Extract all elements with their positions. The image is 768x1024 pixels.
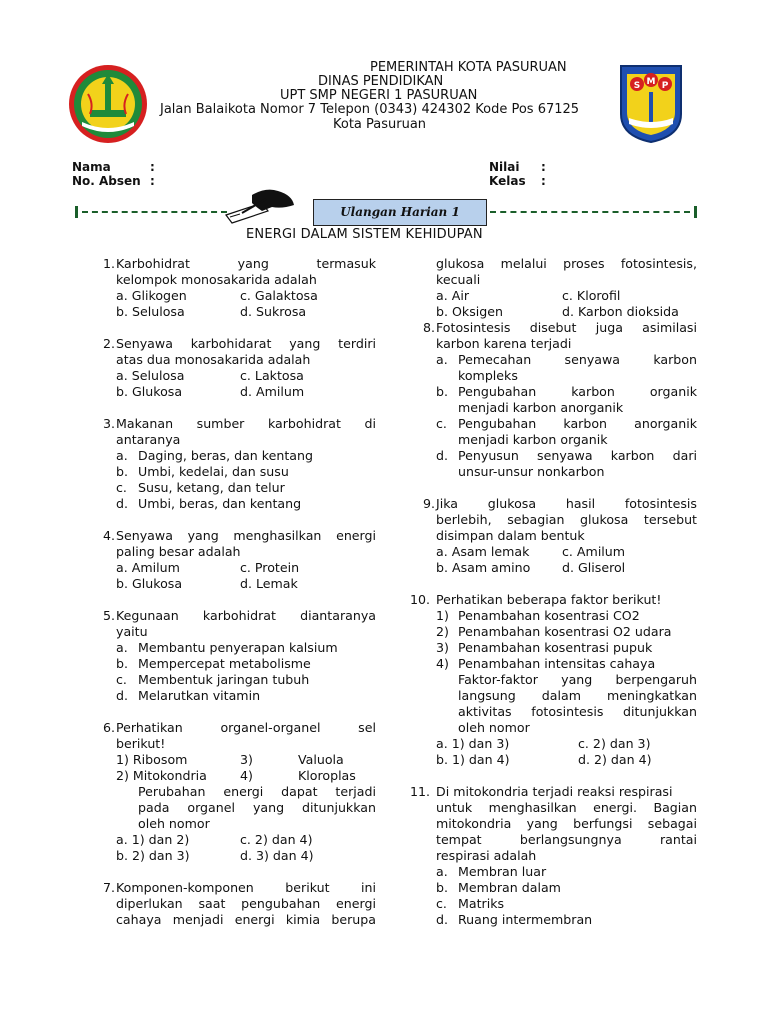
option-a[interactable]: a. 1) dan 3) <box>436 736 510 751</box>
option-c[interactable]: c. Pengubahan karbon anorganik menjadi karbon organik <box>436 416 697 447</box>
colon-nilai: : <box>541 160 546 174</box>
option-c[interactable]: c. Laktosa <box>240 368 304 383</box>
question-4 <box>93 528 376 592</box>
option-d[interactable]: d. 3) dan 4) <box>240 848 314 863</box>
question-text: cahaya menjadi energi kimia berupa <box>116 912 376 927</box>
question-5 <box>93 608 376 704</box>
question-6 <box>93 720 376 864</box>
question-text: oleh nomor <box>138 816 210 831</box>
option-c[interactable]: c. Membentuk jaringan tubuh <box>116 672 310 687</box>
dashed-divider-right <box>490 211 690 213</box>
question-text: Karbohidrat yang termasuk <box>116 256 376 271</box>
option-d[interactable]: d. Penyusun senyawa karbon dari unsur-unsur nonkarbon <box>436 448 697 479</box>
city-emblem-logo <box>68 64 148 144</box>
question-text: atas dua monosakarida adalah <box>116 352 311 367</box>
option-b[interactable]: b. Asam amino <box>436 560 531 575</box>
question-10 <box>410 592 697 768</box>
organelle-list-row-2: 2) Mitokondria 4) Kloroplas <box>116 768 356 783</box>
option-b[interactable]: b. Oksigen <box>436 304 503 319</box>
exam-type-banner: Ulangan Harian 1 <box>313 199 487 226</box>
label-nama: Nama <box>72 160 111 174</box>
label-nilai: Nilai <box>489 160 520 174</box>
question-number: 11. <box>410 784 431 799</box>
header-line-4: Jalan Balaikota Nomor 7 Telepon (0343) 424302 Kode Pos 67125 <box>160 102 580 117</box>
option-a[interactable]: a. Glikogen <box>116 288 187 303</box>
question-text: Perhatikan organel-organel sel <box>116 720 376 735</box>
question-text: Kegunaan karbohidrat diantaranya <box>116 608 376 623</box>
option-c[interactable]: c. Protein <box>240 560 300 575</box>
question-text: Fotosintesis disebut juga asimilasi <box>436 320 697 335</box>
question-text: Senyawa karbohidarat yang terdiri <box>116 336 376 351</box>
writing-hand-icon <box>222 185 298 225</box>
question-text: Di mitokondria terjadi reaksi respirasi <box>436 784 673 799</box>
question-text: paling besar adalah <box>116 544 241 559</box>
question-text: Senyawa yang menghasilkan energi <box>116 528 376 543</box>
factor-item-3: 3) Penambahan kosentrasi pupuk <box>436 640 653 655</box>
option-c[interactable]: c. Galaktosa <box>240 288 318 303</box>
label-kelas: Kelas <box>489 174 526 188</box>
option-a[interactable]: a. Amilum <box>116 560 180 575</box>
colon-nama: : <box>150 160 155 174</box>
option-a[interactable]: a. 1) dan 2) <box>116 832 190 847</box>
option-b[interactable]: b. Selulosa <box>116 304 185 319</box>
question-number: 1. <box>102 256 115 271</box>
question-3 <box>93 416 376 512</box>
option-b[interactable]: b. 2) dan 3) <box>116 848 190 863</box>
option-b[interactable]: b. Glukosa <box>116 576 183 591</box>
option-b[interactable]: b. Pengubahan karbon organik menjadi karbon anorganik <box>436 384 697 415</box>
option-c[interactable]: c. 2) dan 3) <box>578 736 651 751</box>
question-text: Jika glukosa hasil fotosintesis <box>436 496 697 511</box>
option-d[interactable]: d. 2) dan 4) <box>578 752 652 767</box>
option-d[interactable]: d. Lemak <box>240 576 298 591</box>
header-line-1: PEMERINTAH KOTA PASURUAN <box>370 60 567 75</box>
option-c[interactable]: c. Matriks <box>436 896 505 911</box>
question-text: respirasi adalah <box>436 848 537 863</box>
option-d[interactable]: d. Amilum <box>240 384 305 399</box>
question-text: tempat berlangsungnya rantai <box>436 832 697 847</box>
option-d[interactable]: d. Karbon dioksida <box>562 304 679 319</box>
question-text: Faktor-faktor yang berpengaruh <box>458 672 697 687</box>
option-c[interactable]: c. Klorofil <box>562 288 621 303</box>
option-a[interactable]: a. Asam lemak <box>436 544 530 559</box>
question-text: antaranya <box>116 432 181 447</box>
option-a[interactable]: a. Daging, beras, dan kentang <box>116 448 313 463</box>
question-text: Perubahan energi dapat terjadi <box>138 784 376 799</box>
question-number: 7. <box>102 880 115 895</box>
question-number: 8. <box>422 320 435 335</box>
question-text: yaitu <box>116 624 148 639</box>
page-title: ENERGI DALAM SISTEM KEHIDUPAN <box>246 227 483 242</box>
factor-item-1: 1) Penambahan kosentrasi CO2 <box>436 608 640 623</box>
option-a[interactable]: a. Selulosa <box>116 368 185 383</box>
colon-absen: : <box>150 174 155 188</box>
question-number: 9. <box>422 496 435 511</box>
option-d[interactable]: d. Umbi, beras, dan kentang <box>116 496 302 511</box>
option-c[interactable]: c. Susu, ketang, dan telur <box>116 480 285 495</box>
question-text: langsung dalam meningkatkan <box>458 688 697 703</box>
left-column <box>93 256 376 928</box>
option-a[interactable]: a. Air <box>436 288 470 303</box>
question-number: 4. <box>102 528 115 543</box>
factor-item-2: 2) Penambahan kosentrasi O2 udara <box>436 624 672 639</box>
option-d[interactable]: d. Melarutkan vitamin <box>116 688 261 703</box>
question-text: disimpan dalam bentuk <box>436 528 585 543</box>
question-11 <box>410 784 697 928</box>
svg-text:S: S <box>633 81 641 91</box>
question-text: Komponen-komponen berikut ini <box>116 880 376 895</box>
header-line-5: Kota Pasuruan <box>333 117 427 132</box>
question-text: kelompok monosakarida adalah <box>116 272 317 287</box>
colon-kelas: : <box>541 174 546 188</box>
question-text: diperlukan saat pengubahan energi <box>116 896 376 911</box>
organelle-list-row-1: 1) Ribosom 3) Valuola <box>116 752 344 767</box>
option-b[interactable]: b. Umbi, kedelai, dan susu <box>116 464 289 479</box>
question-text: glukosa melalui proses fotosintesis, <box>436 256 697 271</box>
dashed-divider-left <box>82 211 227 213</box>
question-text: Makanan sumber karbohidrat di <box>116 416 376 431</box>
option-a[interactable]: a. Membantu penyerapan kalsium <box>116 640 338 655</box>
question-2 <box>93 336 376 400</box>
question-number: 6. <box>102 720 115 735</box>
right-column <box>410 256 697 944</box>
question-number: 10. <box>410 592 431 607</box>
divider-end-right <box>694 206 697 218</box>
question-text: oleh nomor <box>458 720 530 735</box>
divider-end-left <box>75 206 78 218</box>
question-9 <box>413 496 697 576</box>
question-text: mitokondria yang berfungsi sebagai <box>436 816 697 831</box>
question-text: untuk menghasilkan energi. Bagian <box>436 800 697 815</box>
option-d[interactable]: d. Gliserol <box>562 560 626 575</box>
option-b[interactable]: b. Glukosa <box>116 384 183 399</box>
question-number: 2. <box>102 336 115 351</box>
question-text: kecuali <box>436 272 481 287</box>
option-a[interactable]: a. Pemecahan senyawa karbon kompleks <box>436 352 697 383</box>
option-a[interactable]: a. Membran luar <box>436 864 547 879</box>
question-text: karbon karena terjadi <box>436 336 572 351</box>
option-d[interactable]: d. Ruang intermembran <box>436 912 593 927</box>
question-text: Perhatikan beberapa faktor berikut! <box>436 592 662 607</box>
question-number: 5. <box>102 608 115 623</box>
option-b[interactable]: b. 1) dan 4) <box>436 752 510 767</box>
question-text: pada organel yang ditunjukkan <box>138 800 376 815</box>
svg-text:M: M <box>646 77 656 87</box>
option-b[interactable]: b. Membran dalam <box>436 880 561 895</box>
header-line-3: UPT SMP NEGERI 1 PASURUAN <box>280 88 478 103</box>
question-text: aktivitas fotosintesis ditunjukkan <box>458 704 697 719</box>
option-c[interactable]: c. Amilum <box>562 544 626 559</box>
school-shield-logo <box>617 62 685 144</box>
question-1 <box>93 256 376 320</box>
question-8 <box>413 320 697 480</box>
option-b[interactable]: b. Mempercepat metabolisme <box>116 656 311 671</box>
header-line-2: DINAS PENDIDIKAN <box>318 74 444 89</box>
label-no-absen: No. Absen <box>72 174 141 188</box>
question-text: berlebih, sebagian glukosa tersebut <box>436 512 697 527</box>
question-text: berikut! <box>116 736 166 751</box>
svg-text:P: P <box>661 81 669 91</box>
question-7-part-1 <box>93 880 376 928</box>
question-number: 3. <box>102 416 115 431</box>
option-d[interactable]: d. Sukrosa <box>240 304 307 319</box>
question-7-part-2 <box>413 256 697 320</box>
factor-item-4: 4) Penambahan intensitas cahaya <box>436 656 656 671</box>
option-c[interactable]: c. 2) dan 4) <box>240 832 313 847</box>
